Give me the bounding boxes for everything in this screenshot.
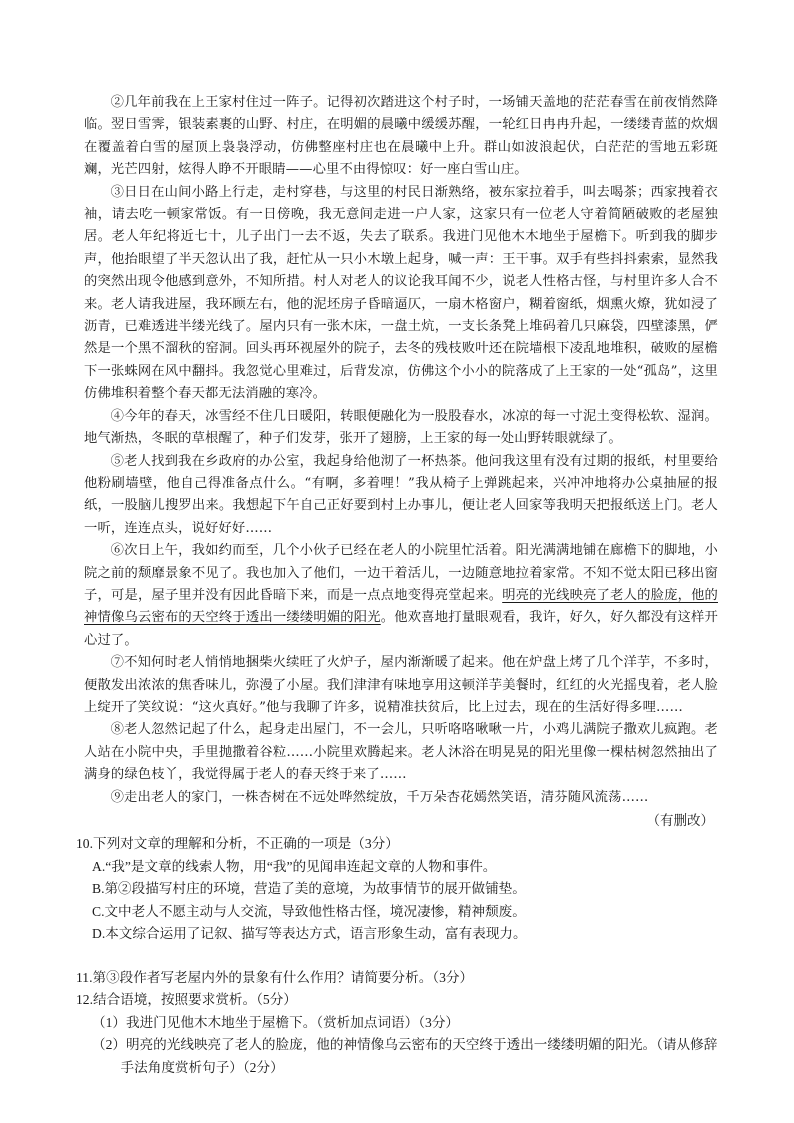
question-spacer (76, 946, 718, 967)
question-10-option-d: D.本文综合运用了记叙、描写等表达方式，语言形象生动，富有表现力。 (92, 926, 527, 941)
underlined-sentence: 明亮的光线映亮了老人的脸庞，他的神情像乌云密布的天空终于透出一缕缕明媚的阳光 (84, 587, 718, 626)
paragraph-3: ③日日在山间小路上行走，走村穿巷，与这里的村民日渐熟络，被东家拉着手，叫去喝茶；西家拽着衣袖，请去吃一顿家常饭。有一日傍晚，我无意间走进一户人家，这家只有一位老人守着简陋破败的老屋独居。老人年纪将近七十，儿子出门一去不返，失去了联系。我进门见他木木地坐于屋檐下。听到我的脚步声，他抬眼望了半天忽认出了我，赶忙从一只小木墩上起身，喊一声：王干事。双手有些抖抖索索，显然我的突然出现令他感到意外，不知所措。村人对老人的议论我耳闻不少，说老人性格古怪，与村里许多人合不来。老人请我进屋，我环顾左右，他的泥坯房子昏暗逼仄，一扇木格窗户，糊着窗纸，烟熏火燎，犹如浸了沥青，已难透进半缕光线了。屋内只有一张木床，一盘土炕，一支长条凳上堆码着几只麻袋，四壁漆黑，俨然是一个黑不溜秋的窑洞。回头再环视屋外的院子，去冬的残枝败叶还在院墙根下凌乱地堆积，破败的屋檐下一张蛛网在风中翻抖。我忽觉心里难过，后背发凉，仿佛这个小小的院落成了上王家的一处“孤岛”，这里仿佛堆积着整个春天都无法消融的寒冷。 (84, 184, 718, 402)
source-note: （有删改） (646, 813, 714, 828)
question-10-stem: 10.下列对文章的理解和分析，不正确的一项是（3分） (76, 836, 399, 851)
question-10-option-a: A.“我”是文章的线索人物，用“我”的见闻串连起文章的人物和事件。 (92, 858, 497, 874)
question-12-item-2: （2）明亮的光线映亮了老人的脸庞，他的神情像乌云密布的天空终于透出一缕缕明媚的阳光。（请从修辞手法角度赏析句子）（2分） (92, 1037, 718, 1075)
question-12-item-1: （1）我进门见他木木地坐于屋檐下。（赏析加点词语）（3分） (92, 1014, 460, 1030)
question-12-stem: 12.结合语境，按照要求赏析。（5分） (76, 992, 297, 1007)
paragraph-9: ⑨走出老人的家门，一株杏树在不远处哗然绽放，千万朵杏花嫣然笑语，清芬随风流荡…… (110, 789, 649, 805)
paragraph-5: ⑤老人找到我在乡政府的办公室，我起身给他沏了一杯热茶。他问我这里有没有过期的报纸，村里要给他粉刷墙壁，他自己得准备点什么。“有啊，多着哩！”我从椅子上弹跳起来，兴冲冲地将办公桌抽屉的报纸，一股脑儿搜罗出来。我想起下午自己正好要到村上办事儿，便让老人回家等我明天把报纸送上门。老人一听，连连点头，说好好好…… (84, 453, 718, 536)
paragraph-6-tail: 。他欢喜地打量眼观看，我许，好久，好久都没有这样开心过了。 (84, 610, 718, 648)
paragraph-7: ⑦不知何时老人悄悄地捆柴火续旺了火炉子，屋内渐渐暖了起来。他在炉盘上烤了几个洋芋，不多时，便散发出浓浓的焦香味儿，弥漫了小屋。我们津津有味地享用这顿洋芋美餐时，红红的火光摇曳着，老人脸上绽开了笑纹说：“这火真好。”他与我聊了许多，说精准扶贫后，比上过去，现在的生活好得多哩…… (84, 655, 718, 715)
question-10-option-c: C.文中老人不愿主动与人交流，导致他性格古怪，境况凄惨，精神颓废。 (92, 903, 526, 919)
paragraph-6 (84, 540, 718, 652)
paragraph-2: ②几年前我在上王家村住过一阵子。记得初次踏进这个村子时，一场铺天盖地的茫茫春雪在前夜悄然降临。翌日雪霁，银装素裹的山野、村庄，在明媚的晨曦中缓缓苏醒，一轮红日冉冉升起，一缕缕青蓝的炊烟在覆盖着白雪的屋顶上袅袅浮动，仿佛整座村庄也在晨曦中上升。群山如波浪起伏，白茫茫的雪地五彩斑斓，光芒四射，炫得人睁不开眼睛——心里不由得惊叹：好一座白雪山庄。 (84, 95, 718, 178)
paragraph-6-text: ⑥次日上午，我如约而至，几个小伙子已经在老人的小院里忙活着。阳光满满地铺在廊檐下的脚地，小院之前的颓靡景象不见了。我也加入了他们，一边干着活儿，一边随意地拉着家常。不知不觉太阳已移出窗子，可是，屋子里并没有因此昏暗下来，而是一点点地变得亮堂起来。 (84, 543, 718, 603)
question-10-option-b: B.第②段描写村庄的环境，营造了美的意境，为故事情节的展开做铺垫。 (92, 881, 526, 896)
questions-section (76, 833, 718, 1079)
reading-passage (84, 92, 718, 809)
paragraph-8: ⑧老人忽然记起了什么，起身走出屋门，不一会儿，只听咯咯啾啾一片，小鸡儿满院子撒欢儿疯跑。老人站在小院中央，手里抛撒着谷粒……小院里欢腾起来。老人沐浴在明晃晃的阳光里像一棵枯树忽然抽出了满身的绿色枝丫，我觉得属于老人的春天终于来了…… (84, 722, 718, 783)
paragraph-4: ④今年的春天，冰雪经不住几日暖阳，转眼便融化为一股股春水，冰凉的每一寸泥土变得松软、湿润。地气渐热，冬眠的草根醒了，种子们发芽，张开了翅膀，上王家的每一处山野转眼就绿了。 (84, 408, 718, 447)
question-11: 11.第③段作者写老屋内外的景象有什么作用？请简要分析。（3分） (76, 969, 474, 985)
